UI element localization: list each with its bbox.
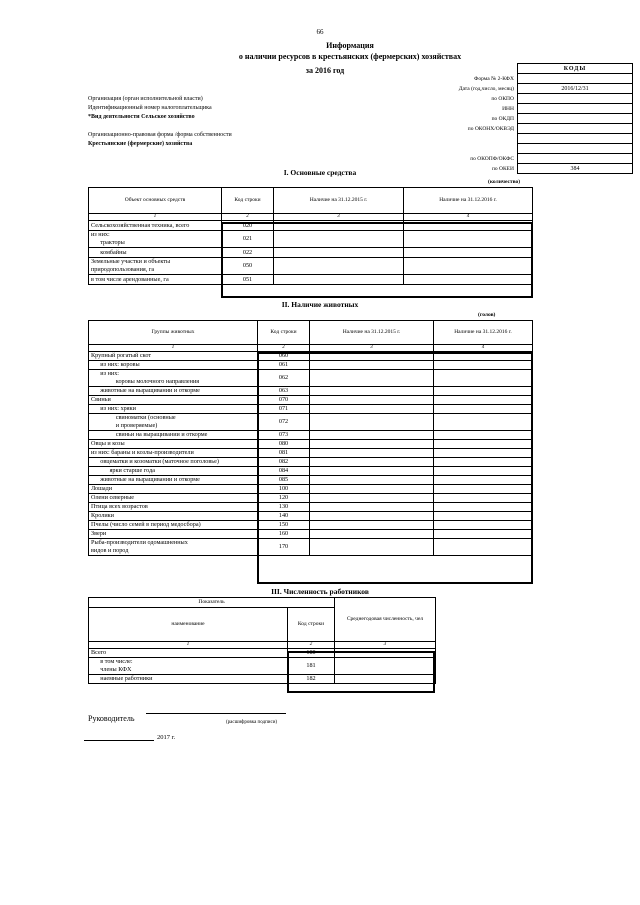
row-code: 181 xyxy=(288,658,335,675)
value-cell[interactable] xyxy=(404,275,533,285)
code-label: Дата (год,число, месяц) xyxy=(458,85,514,92)
code-value[interactable] xyxy=(518,134,633,144)
code-label: по ОКОНХ/ОКВЭД xyxy=(467,125,514,132)
table-row xyxy=(89,449,533,458)
row-code: 022 xyxy=(222,248,274,258)
row-code: 120 xyxy=(258,494,310,503)
value-cell[interactable] xyxy=(274,231,404,248)
row-code: 100 xyxy=(258,485,310,494)
value-cell[interactable] xyxy=(310,405,434,414)
row-code: 081 xyxy=(258,449,310,458)
row-code: 063 xyxy=(258,387,310,396)
row-code: 062 xyxy=(258,370,310,387)
row-label: наемные работники xyxy=(89,675,288,684)
table-row xyxy=(89,649,436,658)
col-header: Код строки xyxy=(258,321,310,345)
value-cell[interactable] xyxy=(434,387,533,396)
col-number: 3 xyxy=(310,345,434,352)
col-header: Наличие на 31.12.2015 г. xyxy=(310,321,434,345)
row-code: 050 xyxy=(222,258,274,275)
row-label: Рыба-производители одомашненных видов и пород xyxy=(89,539,258,556)
value-cell[interactable] xyxy=(434,530,533,539)
value-cell[interactable] xyxy=(274,221,404,231)
col-number: 4 xyxy=(434,345,533,352)
row-code: 020 xyxy=(222,221,274,231)
row-label: из них: бараны и козлы-производители xyxy=(89,449,258,458)
codes-box xyxy=(402,63,633,174)
row-label: овцематки и козоматки (маточное поголовье) xyxy=(89,458,258,467)
table-row xyxy=(89,485,533,494)
row-code: 180 xyxy=(288,649,335,658)
row-code: 130 xyxy=(258,503,310,512)
row-label: из них: хряки xyxy=(89,405,258,414)
row-label: из них: коровы xyxy=(89,361,258,370)
value-cell[interactable] xyxy=(310,449,434,458)
col-number: 1 xyxy=(89,214,222,221)
col-number: 1 xyxy=(89,345,258,352)
col-header: Код строки xyxy=(288,608,335,642)
row-code: 072 xyxy=(258,414,310,431)
value-cell[interactable] xyxy=(404,258,533,275)
row-label: Пчелы (число семей в период медосбора) xyxy=(89,521,258,530)
table-row xyxy=(89,370,533,387)
col-number: 3 xyxy=(335,642,436,649)
code-value[interactable]: 2016/12/31 xyxy=(518,84,633,94)
value-cell[interactable] xyxy=(434,352,533,361)
table-row xyxy=(89,414,533,431)
value-cell[interactable] xyxy=(434,361,533,370)
col-number: 3 xyxy=(274,214,404,221)
table-row xyxy=(89,675,436,684)
code-label: по ОКДП xyxy=(491,115,514,122)
table-row xyxy=(89,476,533,485)
value-cell[interactable] xyxy=(434,494,533,503)
value-cell[interactable] xyxy=(434,539,533,556)
table-row xyxy=(89,458,533,467)
col-header: Код строки xyxy=(222,188,274,214)
code-label: по ОКЕИ xyxy=(491,165,514,172)
row-code: 082 xyxy=(258,458,310,467)
section2-table xyxy=(88,320,533,556)
table-row xyxy=(89,361,533,370)
row-label: Кролики xyxy=(89,512,258,521)
row-label: животные на выращивании и откорме xyxy=(89,387,258,396)
value-cell[interactable] xyxy=(434,485,533,494)
value-cell[interactable] xyxy=(335,649,436,658)
row-code: 170 xyxy=(258,539,310,556)
value-cell[interactable] xyxy=(434,467,533,476)
table-row xyxy=(89,494,533,503)
section3-title: III. Численность работников xyxy=(271,587,369,596)
row-label: ярки старше года xyxy=(89,467,258,476)
org-label: Организация (орган исполнительной власти) xyxy=(88,96,203,102)
value-cell[interactable] xyxy=(310,361,434,370)
table-row xyxy=(89,405,533,414)
row-label: Птица всех возрастов xyxy=(89,503,258,512)
head-label: Руководитель xyxy=(88,714,135,723)
row-code: 060 xyxy=(258,352,310,361)
col-header: Наличие на 31.12.2016 г. xyxy=(404,188,533,214)
value-cell[interactable] xyxy=(310,530,434,539)
row-label: из них: коровы молочного направления xyxy=(89,370,258,387)
value-cell[interactable] xyxy=(434,476,533,485)
value-cell[interactable] xyxy=(310,396,434,405)
table-row xyxy=(89,231,533,248)
report-year: за 2016 год xyxy=(305,66,345,75)
col-header: Группы животных xyxy=(89,321,258,345)
value-cell[interactable] xyxy=(434,414,533,431)
row-label: Свиньи xyxy=(89,396,258,405)
section2-unit: (голов) xyxy=(478,312,496,318)
row-code: 073 xyxy=(258,431,310,440)
value-cell[interactable] xyxy=(310,521,434,530)
code-value[interactable] xyxy=(518,104,633,114)
row-code: 021 xyxy=(222,231,274,248)
value-cell[interactable] xyxy=(404,231,533,248)
table-row xyxy=(89,440,533,449)
col-number: 2 xyxy=(222,214,274,221)
value-cell[interactable] xyxy=(310,494,434,503)
col-header: Наличие на 31.12.2015 г. xyxy=(274,188,404,214)
section1-unit: (количество) xyxy=(488,179,521,185)
col-number: 2 xyxy=(288,642,335,649)
table-row xyxy=(89,352,533,361)
table-row xyxy=(89,512,533,521)
value-cell[interactable] xyxy=(434,370,533,387)
value-cell[interactable] xyxy=(310,352,434,361)
date-line[interactable] xyxy=(84,740,154,741)
code-value[interactable] xyxy=(518,74,633,84)
form-subtitle: о наличии ресурсов в крестьянских (фермерских) хозяйствах xyxy=(238,52,462,61)
col-number: 1 xyxy=(89,642,288,649)
table-row xyxy=(89,248,533,258)
table-row xyxy=(89,467,533,476)
table-row xyxy=(89,275,533,285)
value-cell[interactable] xyxy=(335,675,436,684)
col-number: 4 xyxy=(404,214,533,221)
signature-hint: (расшифровка подписи) xyxy=(226,720,278,725)
value-cell[interactable] xyxy=(434,512,533,521)
inn-label: Идентификационный номер налогоплательщика xyxy=(88,105,212,111)
value-cell[interactable] xyxy=(274,275,404,285)
code-label xyxy=(402,134,518,144)
section3-table xyxy=(88,597,436,684)
table-row xyxy=(89,258,533,275)
codes-header: КОДЫ xyxy=(518,64,633,74)
activity-label: *Вид деятельности Сельское хозяйство xyxy=(88,114,195,120)
row-label: в том числе арендованные, га xyxy=(89,275,222,285)
table-row xyxy=(89,530,533,539)
code-label: ИНН xyxy=(502,105,514,112)
col-header: Объект основных средств xyxy=(89,188,222,214)
value-cell[interactable] xyxy=(404,248,533,258)
table-row xyxy=(89,431,533,440)
row-label: из них: тракторы xyxy=(89,231,222,248)
value-cell[interactable] xyxy=(404,221,533,231)
value-cell[interactable] xyxy=(310,431,434,440)
value-cell[interactable] xyxy=(274,248,404,258)
value-cell[interactable] xyxy=(310,539,434,556)
row-label: животные на выращивании и откорме xyxy=(89,476,258,485)
value-cell[interactable] xyxy=(434,396,533,405)
col-header: наименование xyxy=(89,608,288,642)
code-label: Форма № 2-КФХ xyxy=(474,75,514,82)
value-cell[interactable] xyxy=(434,458,533,467)
row-label: Земельные участки и объекты природопользования, га xyxy=(89,258,222,275)
row-label: свиноматки (основные и проверяемые) xyxy=(89,414,258,431)
value-cell[interactable] xyxy=(310,512,434,521)
table-row xyxy=(89,521,533,530)
table-row xyxy=(89,387,533,396)
section1-table xyxy=(88,187,533,285)
kfh-label: Крестьянские (фермерские) хозяйства xyxy=(88,141,193,147)
code-value[interactable] xyxy=(518,94,633,104)
section1-title: I. Основные средства xyxy=(283,168,357,177)
page-number: 66 xyxy=(316,28,324,36)
value-cell[interactable] xyxy=(434,521,533,530)
value-cell[interactable] xyxy=(274,258,404,275)
table-row xyxy=(89,221,533,231)
table-row xyxy=(89,658,436,675)
value-cell[interactable] xyxy=(434,405,533,414)
row-code: 182 xyxy=(288,675,335,684)
row-label: Крупный рогатый скот xyxy=(89,352,258,361)
value-cell[interactable] xyxy=(310,476,434,485)
row-code: 051 xyxy=(222,275,274,285)
row-code: 140 xyxy=(258,512,310,521)
col-header: Наличие на 31.12.2016 г. xyxy=(434,321,533,345)
row-label: Овцы и козы xyxy=(89,440,258,449)
value-cell[interactable] xyxy=(310,414,434,431)
col-header: Среднегодовая численность, чел xyxy=(335,598,436,642)
value-cell[interactable] xyxy=(310,485,434,494)
table-row xyxy=(89,539,533,556)
value-cell[interactable] xyxy=(434,503,533,512)
row-code: 071 xyxy=(258,405,310,414)
code-label: по ОКПО xyxy=(491,95,514,102)
row-label: свиньи на выращивании и откорме xyxy=(89,431,258,440)
row-label: комбайны xyxy=(89,248,222,258)
value-cell[interactable] xyxy=(310,370,434,387)
row-label: в том числе: члены КФХ xyxy=(89,658,288,675)
row-code: 150 xyxy=(258,521,310,530)
value-cell[interactable] xyxy=(434,431,533,440)
row-code: 080 xyxy=(258,440,310,449)
row-label: Сельскохозяйственная техника, всего xyxy=(89,221,222,231)
value-cell[interactable] xyxy=(310,467,434,476)
signature-line[interactable] xyxy=(146,713,286,714)
table-row xyxy=(89,396,533,405)
footer-year: 2017 г. xyxy=(157,734,176,741)
col-header-group: Показатель xyxy=(89,598,335,608)
row-label: Лошади xyxy=(89,485,258,494)
row-label: Звери xyxy=(89,530,258,539)
value-cell[interactable] xyxy=(434,440,533,449)
table-row xyxy=(89,503,533,512)
value-cell[interactable] xyxy=(310,387,434,396)
row-code: 085 xyxy=(258,476,310,485)
row-code: 061 xyxy=(258,361,310,370)
code-value[interactable] xyxy=(518,114,633,124)
opf-label: Организационно-правовая форма /форма собственности xyxy=(88,132,232,138)
code-value[interactable] xyxy=(518,144,633,154)
row-label: Олени северные xyxy=(89,494,258,503)
code-value[interactable]: 384 xyxy=(518,164,633,174)
section2-title: II. Наличие животных xyxy=(281,300,359,309)
row-label: Всего xyxy=(89,649,288,658)
value-cell[interactable] xyxy=(434,449,533,458)
code-label: по ОКОПФ/ОКФС xyxy=(470,155,514,162)
value-cell[interactable] xyxy=(310,440,434,449)
code-value[interactable] xyxy=(518,124,633,134)
row-code: 070 xyxy=(258,396,310,405)
row-code: 160 xyxy=(258,530,310,539)
value-cell[interactable] xyxy=(335,658,436,675)
value-cell[interactable] xyxy=(310,503,434,512)
col-number: 2 xyxy=(258,345,310,352)
value-cell[interactable] xyxy=(310,458,434,467)
code-label xyxy=(402,144,518,154)
form-title: Информация xyxy=(326,41,374,50)
code-value[interactable] xyxy=(518,154,633,164)
row-code: 084 xyxy=(258,467,310,476)
